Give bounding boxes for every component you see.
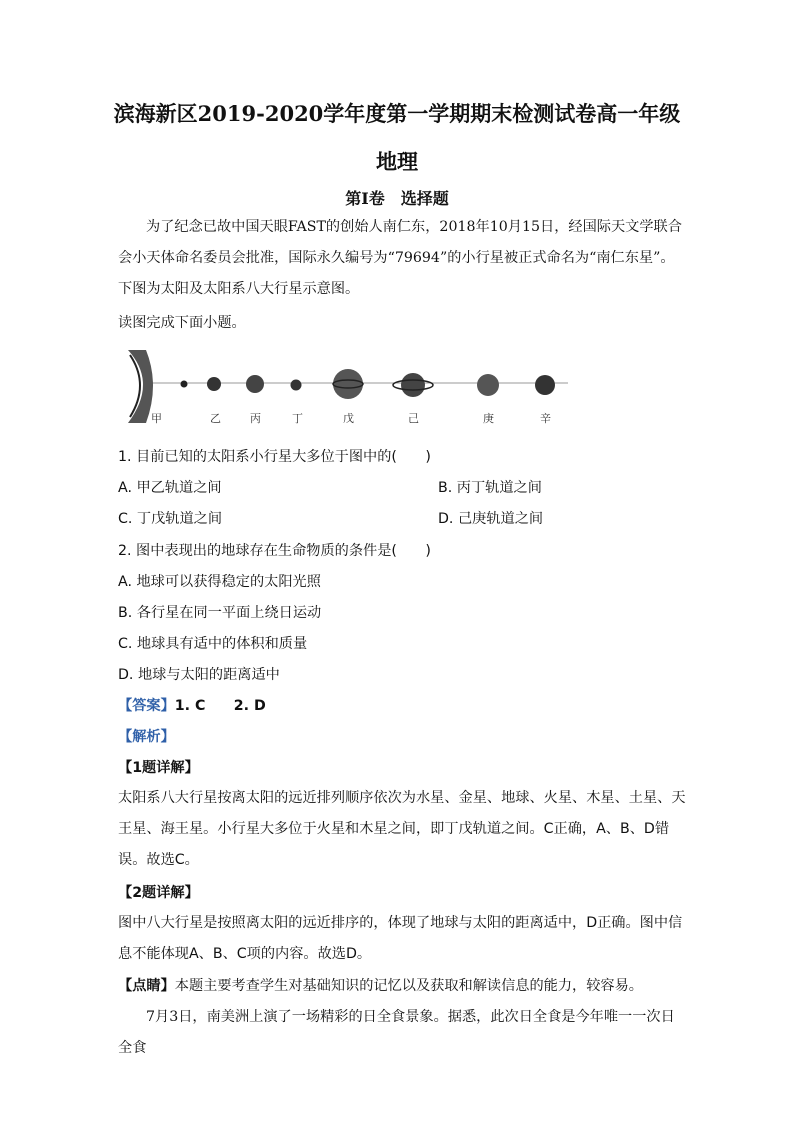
question-2-option-b: B. 各行星在同一平面上绕日运动 (118, 605, 322, 621)
next-question-paragraph: 7月3日，南美洲上演了一场精彩的日全食景象。据悉，此次日全食是今年唯一一次日全食 (118, 1009, 675, 1056)
question-2-option-c: C. 地球具有适中的体积和质量 (118, 636, 308, 652)
question-1-option-a: A. 甲乙轨道之间 (118, 480, 222, 496)
planet-geng (477, 374, 499, 396)
question-1-stem: 1. 目前已知的太阳系小行星大多位于图中的( ) (118, 449, 431, 465)
q2-detail-text: 图中八大行星是按照离太阳的远近排序的，体现了地球与太阳的距离适中，D正确。图中信息不能体现A、B、C项的内容。故选D。 (118, 915, 683, 962)
label-jia: 甲 (151, 412, 162, 425)
question-1-option-b: B. 丙丁轨道之间 (438, 480, 542, 496)
answer-text: 1. C 2. D (174, 698, 266, 714)
answer-line (118, 695, 266, 715)
planet-bing (246, 375, 264, 393)
subject-title: 地理 (376, 149, 418, 174)
label-bing: 丙 (250, 412, 261, 425)
question-2-option-a: A. 地球可以获得稳定的太阳光照 (118, 574, 321, 590)
label-wu: 戊 (343, 412, 354, 425)
label-geng: 庚 (483, 412, 494, 425)
q1-detail-text: 太阳系八大行星按离太阳的远近排列顺序依次为水星、金星、地球、火星、木星、土星、天王星、海王星。小行星大多位于火星和木星之间，即丁戊轨道之间。C正确，A、B、D错误。故选C。 (118, 790, 686, 868)
q1-detail-heading: 【1题详解】 (118, 760, 199, 776)
planet-yi (207, 377, 221, 391)
label-ji: 己 (408, 412, 419, 425)
question-1-option-d: D. 己庚轨道之间 (438, 511, 544, 527)
tip-text: 本题主要考查学生对基础知识的记忆以及获取和解读信息的能力，较容易。 (174, 978, 643, 994)
document-title: 滨海新区2019-2020学年度第一学期期末检测试卷高一年级 (113, 101, 681, 126)
tip-line (118, 975, 643, 995)
planet-jia (181, 381, 188, 388)
intro-instruction: 读图完成下面小题。 (118, 315, 246, 331)
q2-detail-heading: 【2题详解】 (118, 885, 199, 901)
planet-ji (401, 373, 425, 397)
solar-system-diagram (128, 345, 568, 430)
label-ding: 丁 (292, 412, 303, 425)
solar-system-figure (128, 345, 568, 430)
question-1-option-c: C. 丁戊轨道之间 (118, 511, 223, 527)
analysis-tag: 【解析】 (118, 729, 175, 745)
section-heading: 第Ⅰ卷 选择题 (345, 189, 449, 208)
planet-wu (333, 369, 363, 399)
answer-tag: 【答案】 (118, 698, 175, 714)
intro-paragraph: 为了纪念已故中国天眼FAST的创始人南仁东，2018年10月15日，经国际天文学联合会小天体命名委员会批准，国际永久编号为“79694”的小行星被正式命名为“南仁东星”。下图为太阳及太阳系八大行星示意图。 (118, 219, 682, 297)
label-yi: 乙 (210, 412, 221, 425)
tip-tag: 【点睛】 (118, 978, 175, 994)
question-2-option-d: D. 地球与太阳的距离适中 (118, 667, 280, 683)
planet-xin (535, 375, 555, 395)
question-2-stem: 2. 图中表现出的地球存在生命物质的条件是( ) (118, 543, 431, 559)
planet-ding (291, 380, 302, 391)
label-xin: 辛 (540, 412, 551, 425)
